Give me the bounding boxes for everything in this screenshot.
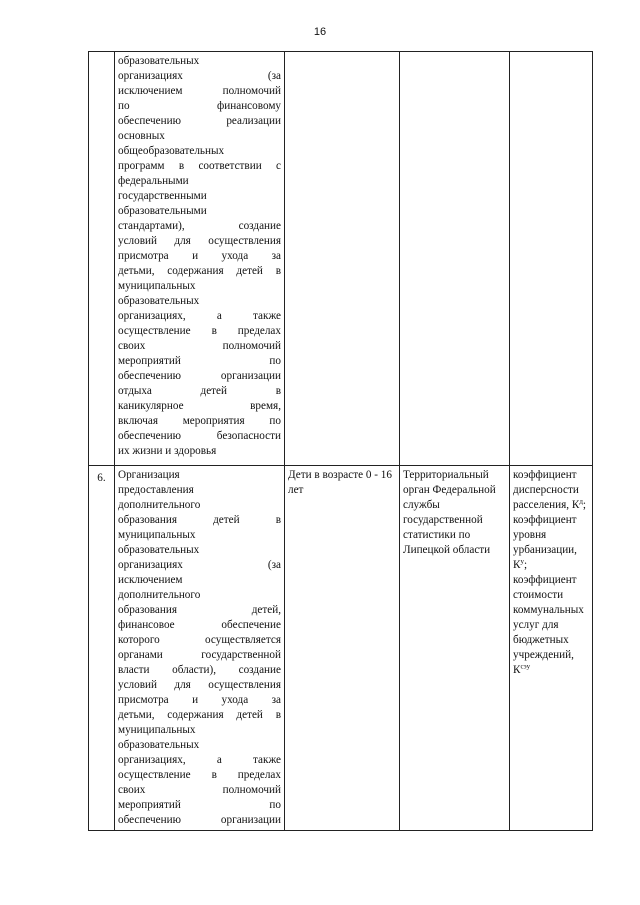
description-line: детьми, содержания детей в — [118, 265, 281, 277]
description-line: федеральными — [118, 175, 189, 187]
source-text: Территориальный орган Федеральной службы государственной статистики по Липецкой области — [403, 469, 496, 556]
description-line: включая мероприятия по — [118, 415, 281, 427]
source-cell — [400, 466, 510, 831]
description-line: основных — [118, 130, 165, 142]
description-line: мероприятий по — [118, 799, 281, 811]
description-line: образовательными — [118, 205, 207, 217]
description-line: осуществление в пределах — [118, 325, 281, 337]
allocation-table — [88, 51, 593, 831]
description-line: образовательных — [118, 295, 200, 307]
description-line: организациях (за — [118, 70, 281, 82]
description-line: предоставления — [118, 484, 194, 496]
coefficient-utility-cost: коэффициент стоимости коммунальных услуг для бюджетных учреждений, $К^{сэу}$ — [513, 574, 584, 676]
description-line: отдыха детей в — [118, 385, 281, 397]
description-line: образования детей в — [118, 514, 281, 526]
description-line: условий для осуществления — [118, 679, 281, 691]
description-line: обеспечению безопасности — [118, 430, 281, 442]
table-row — [89, 466, 593, 831]
description-line: государственными — [118, 190, 207, 202]
description-line: мероприятий по — [118, 355, 281, 367]
description-line: муниципальных — [118, 724, 196, 736]
description-line: обеспечению организации — [118, 370, 281, 382]
description-line: общеобразовательных — [118, 145, 225, 157]
coefficient-dispersion: коэффициент дисперсности расселения, $К^д$; — [513, 469, 586, 511]
description-line: стандартами), создание — [118, 220, 281, 232]
description-line: обеспечению реализации — [118, 115, 281, 127]
description-line: организациях, а также — [118, 754, 281, 766]
coefficient-superscript: д — [579, 497, 583, 506]
number-cell — [89, 52, 115, 466]
page-number: 16 — [313, 26, 327, 38]
description-line: образовательных — [118, 739, 200, 751]
indicator-text: Дети в возрасте 0 - 16 лет — [288, 469, 392, 496]
description-line: которого осуществляется — [118, 634, 281, 646]
description-line: организациях (за — [118, 559, 281, 571]
description-line: присмотра и ухода за — [118, 250, 281, 262]
description-line: их жизни и здоровья — [118, 445, 217, 457]
source-cell — [400, 52, 510, 466]
description-line: исключением полномочий — [118, 85, 281, 97]
description-line: осуществление в пределах — [118, 769, 281, 781]
description-line: по финансовому — [118, 100, 281, 112]
description-line: детьми, содержания детей в — [118, 709, 281, 721]
coefficient-urbanization: коэффициент уровня урбанизации, $К^у$; — [513, 514, 577, 571]
description-line: условий для осуществления — [118, 235, 281, 247]
description-line: органами государственной — [118, 649, 281, 661]
description-line: исключением — [118, 574, 183, 586]
table-row — [89, 52, 593, 466]
description-line: образования детей, — [118, 604, 281, 616]
coefficients-cell — [510, 52, 593, 466]
description-line: обеспечению организации — [118, 814, 281, 826]
number-cell: 6. — [89, 466, 115, 831]
description-line: муниципальных — [118, 529, 196, 541]
description-cell — [115, 52, 285, 466]
indicator-cell — [285, 466, 400, 831]
description-line: дополнительного — [118, 589, 201, 601]
description-line: своих полномочий — [118, 340, 281, 352]
description-line: присмотра и ухода за — [118, 694, 281, 706]
description-line: финансовое обеспечение — [118, 619, 281, 631]
description-line: власти области), создание — [118, 664, 281, 676]
coefficient-superscript: сэу — [520, 662, 531, 671]
description-line: своих полномочий — [118, 784, 281, 796]
coefficients-cell — [510, 466, 593, 831]
description-line: каникулярное время, — [118, 400, 281, 412]
description-line: образовательных — [118, 544, 200, 556]
description-line: программ в соответствии с — [118, 160, 281, 172]
description-line: Организация — [118, 469, 180, 481]
description-line: дополнительного — [118, 499, 201, 511]
description-line: образовательных — [118, 55, 200, 67]
description-line: муниципальных — [118, 280, 196, 292]
indicator-cell — [285, 52, 400, 466]
coefficient-superscript: у — [520, 557, 524, 566]
description-line: организациях, а также — [118, 310, 281, 322]
description-cell — [115, 466, 285, 831]
